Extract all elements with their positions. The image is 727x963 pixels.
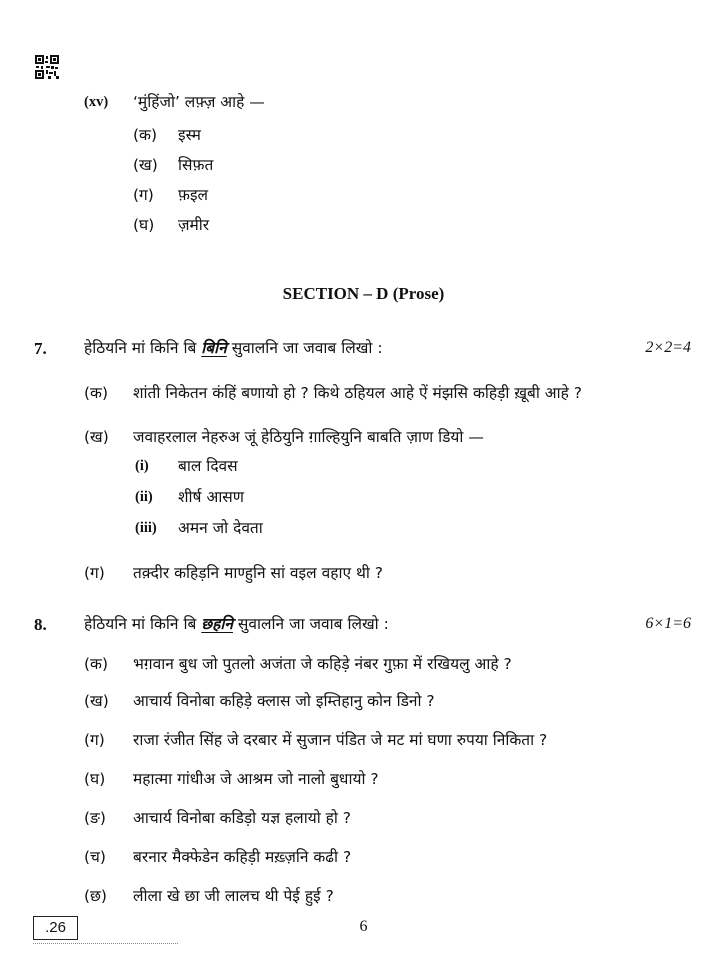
paper-code-box: .26	[33, 916, 78, 940]
option-label: (घ)	[133, 216, 155, 234]
section-heading: SECTION – D (Prose)	[282, 284, 445, 303]
emphasized-word: बिनि	[201, 339, 227, 357]
qr-code-icon	[35, 55, 59, 79]
part-text: जवाहरलाल नेहरुअ जूं हेठियुनि ग़ाल्हियुनि बाबति ज़ाण डियो —	[133, 428, 484, 446]
page-number: 6	[359, 918, 368, 935]
stem-text: सुवालनि जा जवाब लिखो :	[231, 339, 383, 357]
question-text: ‘मुंहिंजो’ लफ़्ज़ आहे —	[133, 93, 265, 111]
sub-part-label: (iii)	[135, 520, 157, 536]
part-label: (ख)	[84, 428, 109, 446]
part-label: (छ)	[84, 887, 107, 905]
option-text: ज़मीर	[178, 216, 210, 234]
option-label: (क)	[133, 126, 157, 144]
part-text: भग़वान बुध जो पुतलो अजंता जे कहिड़े नंबर गुफ़ा में रखियलु आहे ?	[133, 655, 512, 673]
option-label: (ख)	[133, 156, 158, 174]
part-text: तक़्दीर कहिड़नि माण्हुनि सां वइल वहाए थी ?	[133, 564, 384, 582]
question-stem	[84, 614, 389, 634]
part-text: राजा रंजीत सिंह जे दरबार में सुजान पंडित जे मट मां घणा रुपया निकिता ?	[133, 731, 548, 749]
part-label: (ङ)	[84, 809, 106, 827]
part-label: (ख)	[84, 692, 109, 710]
question-number: 7.	[34, 339, 47, 358]
option-text: सिफ़त	[178, 156, 214, 174]
part-text: शांती निकेतन कंहिं बणायो हो ? किथे ठहियल आहे ऐं मंझसि कहिड़ी ख़ूबी आहे ?	[133, 384, 583, 402]
part-text: आचार्य विनोबा कडिड़ो यज्ञ हलायो हो ?	[133, 809, 352, 827]
sub-part-text: बाल दिवस	[178, 457, 238, 475]
sub-part-label: (i)	[135, 458, 149, 474]
part-label: (क)	[84, 384, 108, 402]
stem-text: हेठियनि मां किनि बि	[84, 615, 197, 633]
marks-label: 2×2=4	[645, 339, 691, 356]
sub-part-text: शीर्ष आसण	[178, 488, 244, 506]
part-text: बरनार मैक्फेडेन कहिड़ी मख़्ज़नि कढी ?	[133, 848, 352, 866]
part-label: (च)	[84, 848, 106, 866]
option-label: (ग)	[133, 186, 154, 204]
part-label: (क)	[84, 655, 108, 673]
option-text: फ़इल	[178, 186, 209, 204]
marks-label: 6×1=6	[645, 615, 691, 632]
emphasized-word: छहनि	[201, 615, 233, 633]
sub-part-label: (ii)	[135, 489, 153, 505]
part-label: (ग)	[84, 731, 105, 749]
part-label: (घ)	[84, 770, 106, 788]
sub-part-text: अमन जो देवता	[178, 519, 263, 537]
footer-divider	[33, 943, 178, 947]
stem-text: हेठियनि मां किनि बि	[84, 339, 197, 357]
part-text: महात्मा गांधीअ जे आश्रम जो नालो बुधायो ?	[133, 770, 379, 788]
question-stem	[84, 338, 383, 358]
part-text: लीला खे छा जी लालच थी पेई हुई ?	[133, 887, 334, 905]
stem-text: सुवालनि जा जवाब लिखो :	[237, 615, 389, 633]
question-number: 8.	[34, 615, 47, 634]
option-text: इस्म	[178, 126, 201, 144]
part-text: आचार्य विनोबा कहिड़े क्लास जो इम्तिहानु कोन डिनो ?	[133, 692, 435, 710]
question-number: (xv)	[84, 94, 109, 110]
part-label: (ग)	[84, 564, 105, 582]
